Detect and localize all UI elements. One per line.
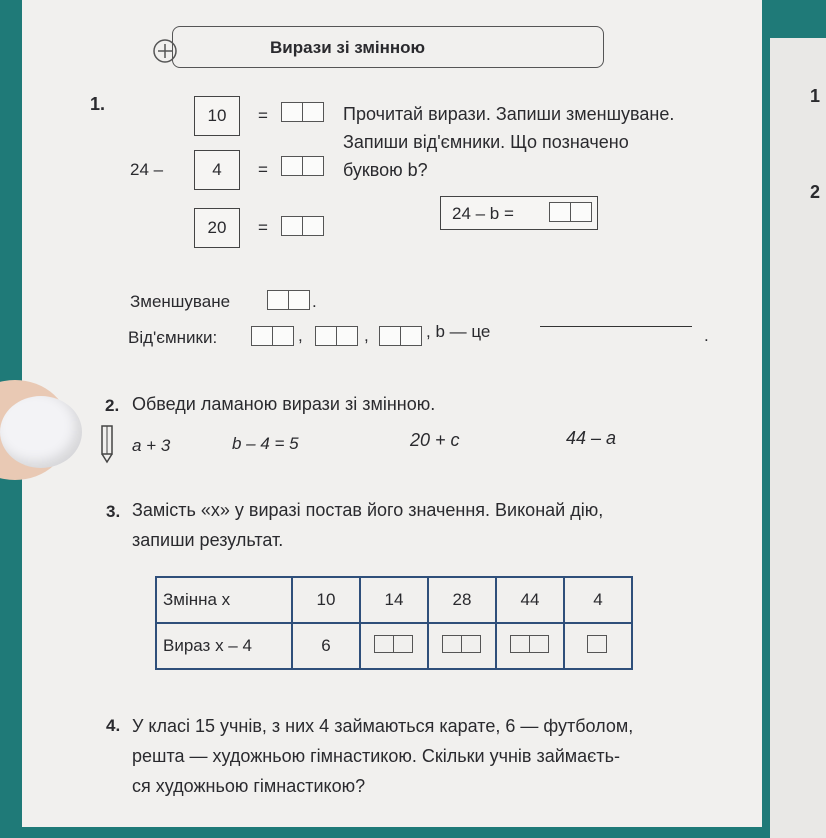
subtrahend-box: 10 xyxy=(194,96,240,136)
subtrahend-box: 4 xyxy=(194,150,240,190)
table-cell: 44 xyxy=(496,577,564,623)
answer-cell[interactable] xyxy=(428,623,496,669)
fingernail xyxy=(0,396,82,468)
task3-text: запиши результат. xyxy=(132,530,284,550)
b-is-label: , b — це xyxy=(426,322,491,341)
task4-text: У класі 15 учнів, з них 4 займаються карате, 6 — футболом, xyxy=(132,716,634,736)
page-title: Вирази зі змінною xyxy=(270,38,426,57)
expression-text: 24 – b = xyxy=(452,204,514,223)
instruction-line: буквою b? xyxy=(343,160,428,180)
expression-item[interactable]: 44 – a xyxy=(566,428,617,448)
row-header: Вираз x – 4 xyxy=(156,623,292,669)
task4-text: решта — художньою гімнастикою. Скільки учнів займаєть- xyxy=(132,746,620,766)
task2-number: 2. xyxy=(105,396,120,415)
period: . xyxy=(704,326,709,345)
task2-text: Обведи ламаною вирази зі змінною. xyxy=(132,394,436,414)
equals-sign: = xyxy=(258,218,268,237)
adjacent-page xyxy=(770,38,826,838)
table-cell: 28 xyxy=(428,577,496,623)
pencil-icon xyxy=(100,424,114,464)
answer-cells[interactable] xyxy=(252,326,294,346)
adjacent-number-1: 1 xyxy=(810,86,821,106)
table-cell: 14 xyxy=(360,577,428,623)
answer-cell[interactable] xyxy=(564,623,632,669)
subtrahend-box: 20 xyxy=(194,208,240,248)
emblem-icon xyxy=(150,36,180,66)
task3-number: 3. xyxy=(106,502,121,521)
expression-item[interactable]: b – 4 = 5 xyxy=(232,434,299,453)
comma: , xyxy=(364,326,369,345)
task4-number: 4. xyxy=(106,716,121,735)
answer-cells[interactable] xyxy=(316,326,358,346)
answer-line[interactable] xyxy=(540,326,692,327)
answer-cell[interactable] xyxy=(360,623,428,669)
instruction-line: Запиши від'ємники. Що позначено xyxy=(343,132,629,152)
table-row xyxy=(156,577,632,623)
table-cell: 6 xyxy=(292,623,360,669)
expression-item[interactable]: a + 3 xyxy=(132,436,171,455)
comma: , xyxy=(298,326,303,345)
answer-cells[interactable] xyxy=(268,290,310,310)
answer-cells[interactable] xyxy=(282,156,324,176)
instruction-line: Прочитай вирази. Запиши зменшуване. xyxy=(343,104,675,124)
substitution-table xyxy=(155,576,633,670)
task3-text: Замість «x» у виразі постав його значення. Виконай дію, xyxy=(132,500,604,520)
period: . xyxy=(312,292,317,311)
answer-cell[interactable] xyxy=(496,623,564,669)
table-cell: 4 xyxy=(564,577,632,623)
table-row xyxy=(156,623,632,669)
equals-sign: = xyxy=(258,106,268,125)
row-header: Змінна x xyxy=(156,577,292,623)
task1-number: 1. xyxy=(90,94,106,114)
minuend-label: Зменшуване xyxy=(130,292,231,311)
adjacent-number-2: 2 xyxy=(810,182,821,202)
table-cell: 10 xyxy=(292,577,360,623)
answer-cells[interactable] xyxy=(282,102,324,122)
answer-cells[interactable] xyxy=(380,326,422,346)
minuend-prefix: 24 – xyxy=(130,160,164,179)
task4-text: ся художньою гімнастикою? xyxy=(132,776,366,796)
equals-sign: = xyxy=(258,160,268,179)
subtrahends-label: Від'ємники: xyxy=(128,328,218,347)
answer-cells[interactable] xyxy=(550,202,592,222)
expression-item[interactable]: 20 + c xyxy=(410,430,460,450)
answer-cells[interactable] xyxy=(282,216,324,236)
